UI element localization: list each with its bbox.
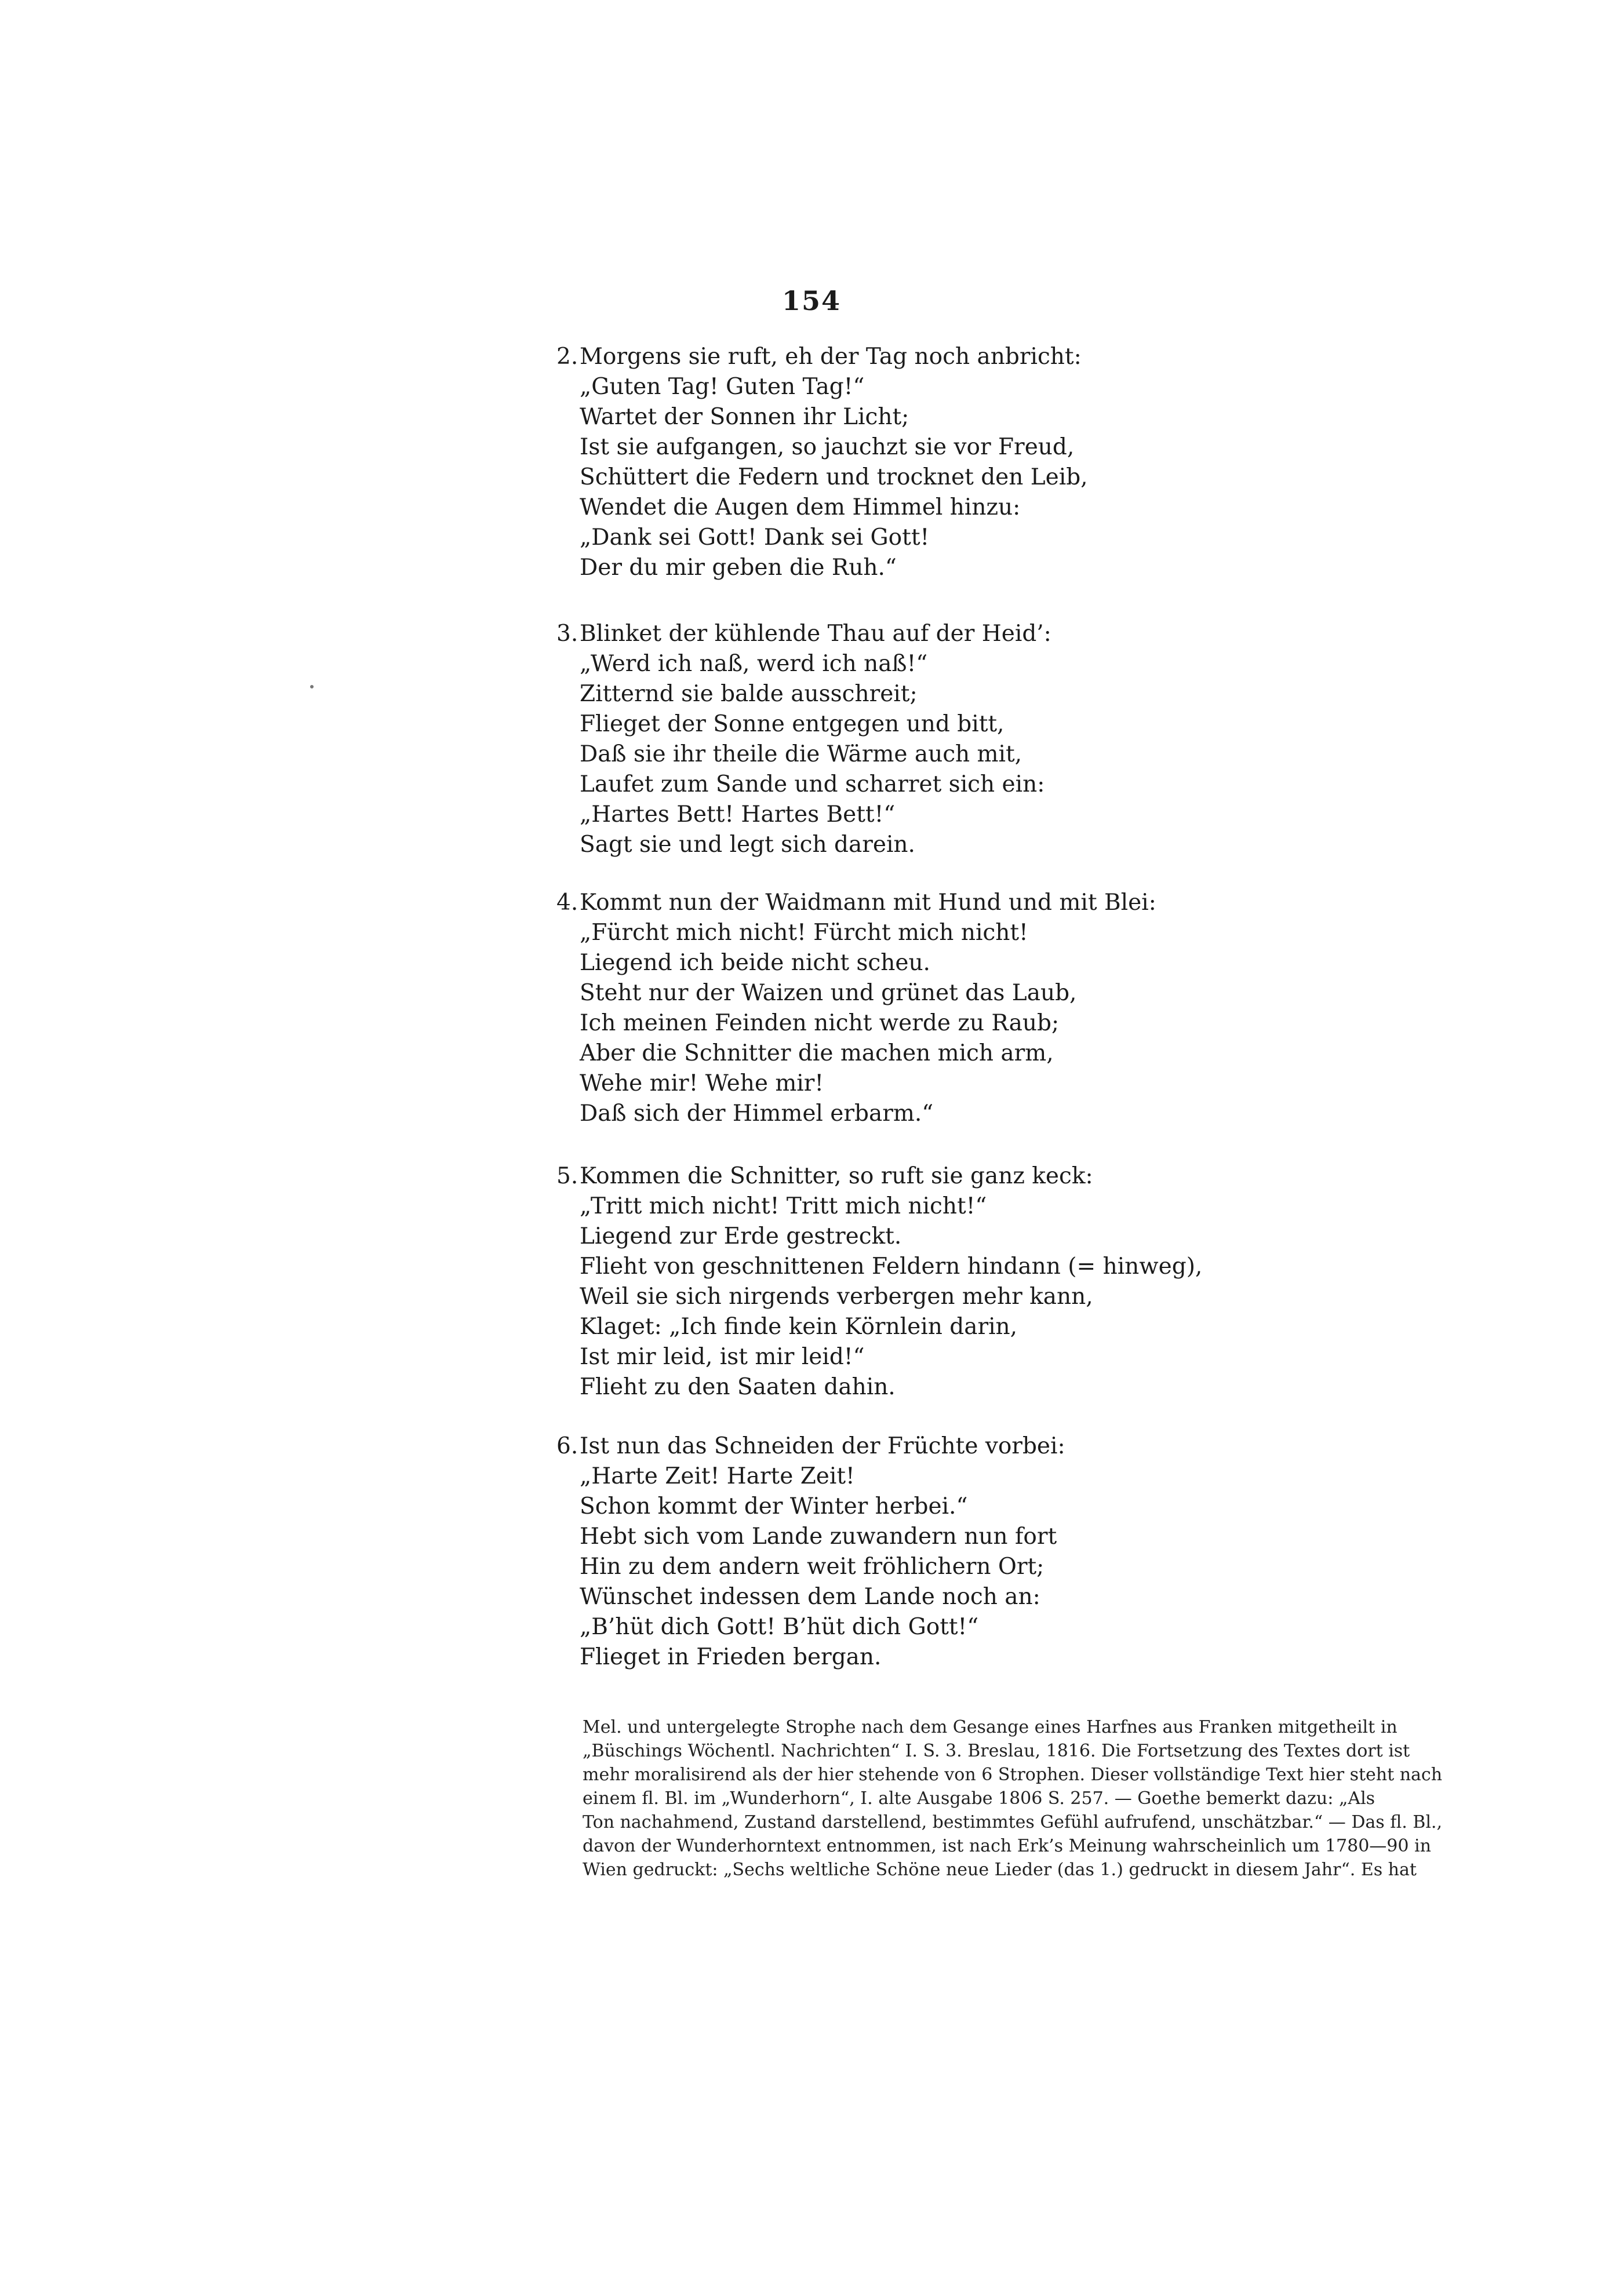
footnote-line: „Büschings Wöchentl. Nachrichten“ I. S. 3. Breslau, 1816. Die Fortsetzung des Textes dort ist	[583, 1741, 1410, 1761]
footnote	[583, 1715, 1443, 1882]
stanza-line: Sagt sie und legt sich darein.	[580, 832, 915, 858]
stanza-number: 3.	[556, 621, 578, 647]
stanza-line: Aber die Schnitter die machen mich arm,	[580, 1040, 1054, 1066]
stanza-line	[556, 1431, 1275, 1462]
page-smudge	[310, 685, 314, 688]
footnote-line: Wien gedruckt: „Sechs weltliche Schöne neue Lieder (das 1.) gedruckt in diesem Jahr“. Es hat	[583, 1860, 1417, 1880]
stanza-line: Steht nur der Waizen und grünet das Laub,	[580, 980, 1077, 1006]
stanza-line: „Dank sei Gott! Dank sei Gott!	[580, 524, 930, 551]
stanza-line: Weil sie sich nirgends verbergen mehr kann,	[580, 1284, 1093, 1310]
stanza-line: Der du mir geben die Ruh.“	[580, 555, 897, 581]
stanza-number: 2.	[556, 344, 578, 370]
line-text: Kommt nun der Waidmann mit Hund und mit Blei:	[580, 890, 1156, 916]
stanza-number: 4.	[556, 890, 578, 916]
stanza-line: Wehe mir! Wehe mir!	[580, 1070, 824, 1096]
stanza-line: Flieht zu den Saaten dahin.	[580, 1374, 896, 1400]
stanza-number: 5.	[556, 1163, 578, 1189]
line-text: Kommen die Schnitter, so ruft sie ganz keck:	[580, 1163, 1093, 1189]
stanza-line: Flieget in Frieden bergan.	[580, 1644, 882, 1670]
stanza-line: Klaget: „Ich finde kein Körnlein darin,	[580, 1314, 1018, 1340]
footnote-line: davon der Wunderhorntext entnommen, ist nach Erk’s Meinung wahrscheinlich um 1780—90 in	[583, 1836, 1431, 1856]
stanza-line: Laufet zum Sande und scharret sich ein:	[580, 771, 1045, 797]
line-text: Morgens sie ruft, eh der Tag noch anbricht:	[580, 344, 1082, 370]
stanza-line	[556, 619, 1275, 649]
stanza-line: Hin zu dem andern weit fröhlichern Ort;	[580, 1554, 1045, 1580]
line-text: Blinket der kühlende Thau auf der Heid’:	[580, 621, 1051, 647]
stanza-line: „Guten Tag! Guten Tag!“	[580, 374, 865, 400]
stanza-line: Zitternd sie balde ausschreit;	[580, 681, 918, 707]
stanza-3	[556, 619, 1275, 860]
stanza-line: „Hartes Bett! Hartes Bett!“	[580, 801, 896, 828]
stanza-line: Ist sie aufgangen, so jauchzt sie vor Freud,	[580, 434, 1075, 460]
stanza-line: Daß sie ihr theile die Wärme auch mit,	[580, 741, 1022, 767]
stanza-4	[556, 888, 1275, 1129]
stanza-line: „Tritt mich nicht! Tritt mich nicht!“	[580, 1193, 987, 1219]
stanza-line: Wünschet indessen dem Lande noch an:	[580, 1584, 1040, 1610]
stanza-line: Flieget der Sonne entgegen und bitt,	[580, 711, 1005, 737]
page-number: 154	[781, 285, 842, 316]
stanza-2	[556, 342, 1275, 583]
stanza-line	[556, 342, 1275, 372]
stanza-line	[556, 888, 1275, 918]
footnote-line: mehr moralisirend als der hier stehende von 6 Strophen. Dieser vollständige Text hier steht nach	[583, 1765, 1443, 1785]
line-text: Ist nun das Schneiden der Früchte vorbei:	[580, 1433, 1065, 1459]
stanza-line: Liegend ich beide nicht scheu.	[580, 950, 930, 976]
stanza-line: Ich meinen Feinden nicht werde zu Raub;	[580, 1010, 1060, 1036]
stanza-line: Flieht von geschnittenen Feldern hindann (= hinweg),	[580, 1253, 1203, 1280]
stanza-line: Ist mir leid, ist mir leid!“	[580, 1344, 865, 1370]
stanza-line: Wendet die Augen dem Himmel hinzu:	[580, 494, 1021, 520]
stanza-line: Schüttert die Federn und trocknet den Leib,	[580, 464, 1088, 490]
stanza-6	[556, 1431, 1275, 1672]
footnote-line: einem fl. Bl. im „Wunderhorn“, I. alte Ausgabe 1806 S. 257. — Goethe bemerkt dazu: „Als	[583, 1788, 1375, 1809]
stanza-line: Schon kommt der Winter herbei.“	[580, 1493, 968, 1519]
stanza-line	[556, 1161, 1275, 1191]
stanza-5	[556, 1161, 1275, 1402]
stanza-line: „Harte Zeit! Harte Zeit!	[580, 1463, 855, 1489]
footnote-line: Ton nachahmend, Zustand darstellend, bestimmtes Gefühl aufrufend, unschätzbar.“ — Das fl. Bl.,	[583, 1812, 1442, 1832]
stanza-line: Liegend zur Erde gestreckt.	[580, 1223, 902, 1249]
footnote-line: Mel. und untergelegte Strophe nach dem Gesange eines Harfnes aus Franken mitgetheilt in	[583, 1717, 1398, 1737]
stanza-line: „B’hüt dich Gott! B’hüt dich Gott!“	[580, 1614, 979, 1640]
stanza-number: 6.	[556, 1433, 578, 1459]
stanza-line: „Werd ich naß, werd ich naß!“	[580, 651, 928, 677]
stanza-line: Wartet der Sonnen ihr Licht;	[580, 404, 909, 430]
stanza-line: „Fürcht mich nicht! Fürcht mich nicht!	[580, 920, 1028, 946]
stanza-line: Hebt sich vom Lande zuwandern nun fort	[580, 1524, 1057, 1550]
stanza-line: Daß sich der Himmel erbarm.“	[580, 1100, 934, 1127]
